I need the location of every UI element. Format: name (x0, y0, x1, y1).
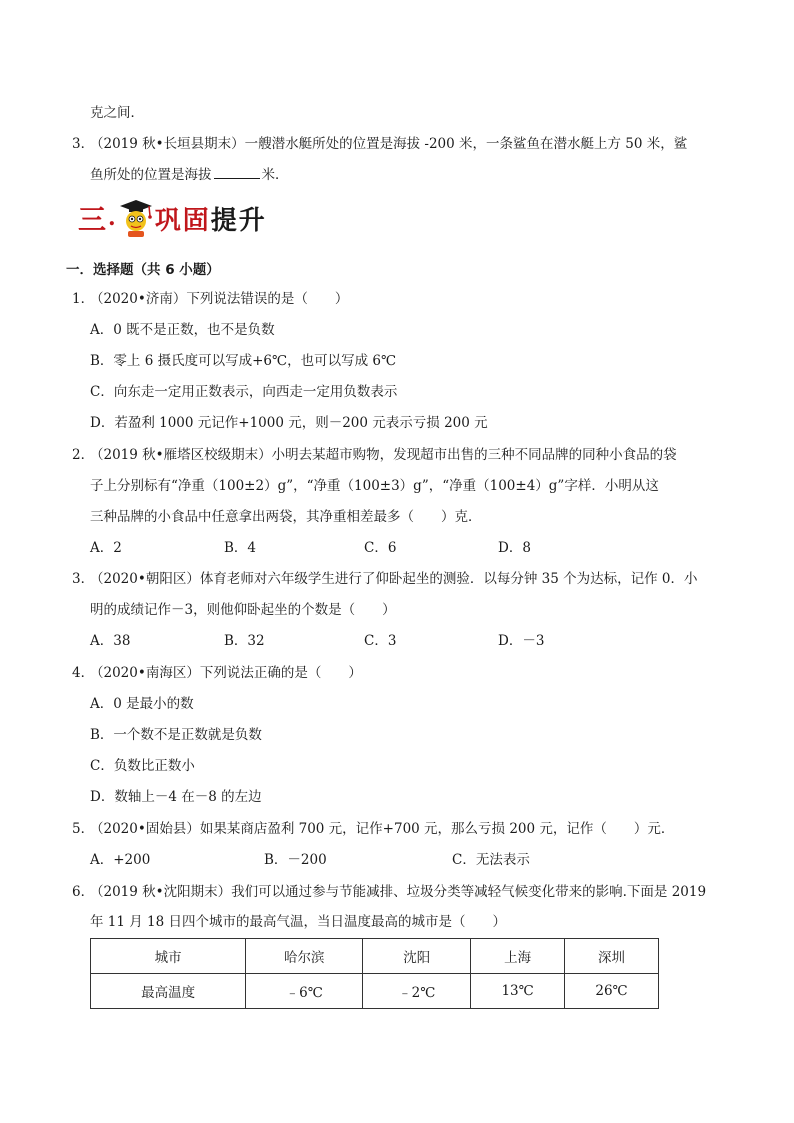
question-text: （2019 秋•沈阳期末）我们可以通过参与节能减排、垃圾分类等减轻气候变化带来的影响.下面是 2019 (90, 884, 707, 900)
question-text: （2020•朝阳区）体育老师对六年级学生进行了仰卧起坐的测验．以每分钟 35 个为达标，记作 0．小 (90, 571, 698, 587)
question-text: （2020•固始县）如果某商店盈利 700 元，记作+700 元，那么亏损 200 元，记作（ ）元． (90, 821, 675, 837)
question-text: （2020•济南）下列说法错误的是（ ） (90, 291, 349, 307)
table-cell: 深圳 (565, 939, 659, 974)
option-c: C．6 (364, 540, 397, 556)
option-b: B．零上 6 摄氏度可以写成+6℃，也可以写成 6℃ (90, 353, 397, 369)
question-number: 1． (72, 291, 95, 307)
option-c: C．向东走一定用正数表示，向西走一定用负数表示 (90, 384, 398, 400)
question-text: （2020•南海区）下列说法正确的是（ ） (90, 665, 362, 681)
question-text: （2019 秋•长垣县期末）一艘潜水艇所处的位置是海拔 -200 米，一条鲨鱼在潜水艇上方 50 米，鲨 (90, 136, 688, 152)
answer-blank (214, 164, 260, 179)
table-cell: 哈尔滨 (246, 939, 363, 974)
option-a: A．+200 (90, 852, 151, 868)
question-text-line3: 三种品牌的小食品中任意拿出两袋，其净重相差最多（ ）克． (90, 509, 482, 525)
continued-line: 克之间． (90, 105, 144, 121)
option-b: B．一个数不是正数就是负数 (90, 727, 262, 743)
question-number: 4． (72, 665, 95, 681)
question-text: （2019 秋•雁塔区校级期末）小明去某超市购物，发现超市出售的三种不同品牌的同种小食品的袋 (90, 447, 677, 463)
section-heading (78, 196, 267, 240)
table-cell: 城市 (91, 939, 246, 974)
question-text-line2: 明的成绩记作－3，则他仰卧起坐的个数是（ ） (90, 602, 396, 618)
table-cell: 沈阳 (363, 939, 471, 974)
option-b: B．32 (224, 633, 265, 649)
option-d: D．－3 (498, 633, 545, 649)
section-dot: . (108, 205, 116, 231)
option-d: D．若盈利 1000 元记作+1000 元，则－200 元表示亏损 200 元 (90, 415, 488, 431)
option-a: A．38 (90, 633, 131, 649)
section-title-black: 提升 (210, 205, 267, 236)
option-a: A．2 (90, 540, 122, 556)
question-number: 5． (72, 821, 95, 837)
graduate-mascot-icon (119, 197, 153, 239)
option-a: A．0 既不是正数，也不是负数 (90, 322, 275, 338)
question-text-line2: 子上分别标有“净重（100±2）g”，“净重（100±3）g”，“净重（100±4）g”字样．小明从这 (90, 478, 659, 494)
question-number: 3． (72, 136, 95, 152)
option-d: D．数轴上－4 在－8 的左边 (90, 789, 262, 805)
table-cell: 13℃ (471, 974, 565, 1009)
table-cell: 上海 (471, 939, 565, 974)
subsection-label: 一．选择题（共 6 小题） (66, 262, 220, 278)
temperature-table (90, 938, 659, 1009)
question-text-line2 (90, 164, 289, 185)
question-number: 6． (72, 884, 95, 900)
question-number: 2． (72, 447, 95, 463)
option-b: B．－200 (264, 852, 327, 868)
option-a: A．0 是最小的数 (90, 696, 194, 712)
question-text-part: 米． (261, 167, 289, 183)
table-cell: 26℃ (565, 974, 659, 1009)
option-d: D．8 (498, 540, 531, 556)
option-c: C．无法表示 (452, 852, 530, 868)
table-row (91, 974, 659, 1009)
option-c: C．3 (364, 633, 397, 649)
table-cell: ﹣2℃ (363, 974, 471, 1009)
section-number: 三 (78, 203, 108, 236)
option-c: C．负数比正数小 (90, 758, 195, 774)
question-number: 3． (72, 571, 95, 587)
table-header-row (91, 939, 659, 974)
question-text-part: 鱼所处的位置是海拔 (90, 167, 212, 183)
table-cell: ﹣6℃ (246, 974, 363, 1009)
option-b: B．4 (224, 540, 257, 556)
question-text-line2: 年 11 月 18 日四个城市的最高气温，当日温度最高的城市是（ ） (90, 914, 507, 930)
section-title-red: 巩固 (154, 205, 211, 236)
table-cell: 最高温度 (91, 974, 246, 1009)
